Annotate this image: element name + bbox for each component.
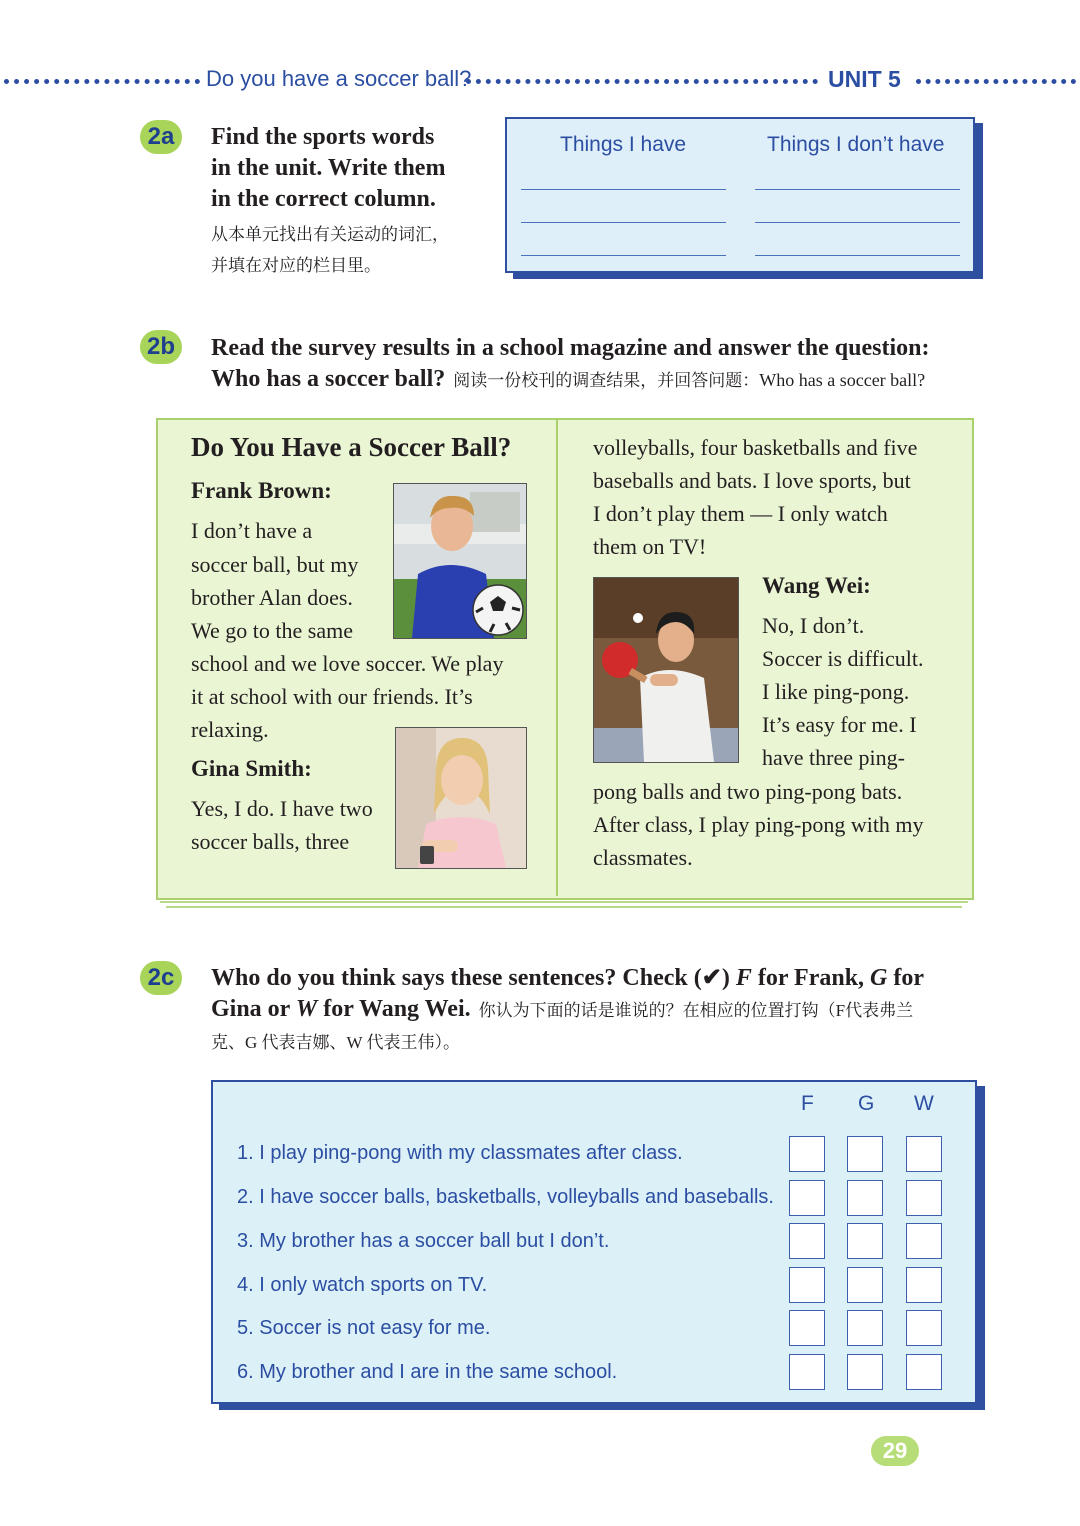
book-page-edge	[160, 901, 558, 903]
checkbox-1-g[interactable]	[847, 1136, 883, 1172]
checkbox-2-g[interactable]	[847, 1180, 883, 1216]
instr-2c-zh1: 你认为下面的话是谁说的？在相应的位置打钩（F代表弗兰	[478, 1001, 914, 1020]
frank-name: Frank Brown:	[191, 478, 332, 503]
checkbox-5-f[interactable]	[789, 1310, 825, 1346]
wang-line: pong balls and two ping-pong bats.	[593, 779, 903, 804]
gina-continued-line: I don’t play them — I only watch	[593, 501, 888, 526]
checkbox-4-g[interactable]	[847, 1267, 883, 1303]
instructions-2a	[211, 122, 491, 281]
instr-2a-zh1: 从本单元找出有关运动的词汇，	[211, 225, 449, 244]
book-page-edge	[166, 906, 558, 908]
instructions-2b	[211, 333, 1001, 397]
frank-line: school and we love soccer. We play	[191, 651, 504, 676]
checkbox-3-g[interactable]	[847, 1223, 883, 1259]
wang-line: It’s easy for me. I	[762, 712, 917, 737]
wang-line: Soccer is difficult.	[762, 646, 924, 671]
column-things-i-have: Things I have	[560, 133, 687, 156]
header-title: Do you have a soccer ball?	[206, 66, 472, 91]
write-line[interactable]	[521, 255, 726, 256]
instr-2a-line1: Find the sports words	[211, 124, 435, 150]
checkbox-2-f[interactable]	[789, 1180, 825, 1216]
instr-2c-letter-g: G	[870, 965, 888, 991]
write-line[interactable]	[521, 222, 726, 223]
wang-line: have three ping-	[762, 745, 905, 770]
instr-2c-part: for Frank,	[751, 965, 871, 991]
instr-2c-part: for Wang Wei.	[317, 996, 471, 1022]
article-title: Do You Have a Soccer Ball?	[191, 432, 512, 462]
wang-name: Wang Wei:	[762, 573, 871, 598]
frank-line: I don’t have a	[191, 518, 313, 543]
wang-line: classmates.	[593, 845, 693, 870]
gina-name: Gina Smith:	[191, 756, 312, 781]
header-dots-right	[916, 79, 1076, 84]
checkbox-6-w[interactable]	[906, 1354, 942, 1390]
sentence-6: 6. My brother and I are in the same school.	[237, 1361, 618, 1383]
checkbox-3-w[interactable]	[906, 1223, 942, 1259]
instr-2a-zh2: 并填在对应的栏目里。	[211, 256, 381, 275]
instr-2b-line1: Read the survey results in a school magazine and answer the question:	[211, 335, 930, 361]
book-spine	[556, 420, 558, 896]
column-g: G	[858, 1092, 875, 1115]
wang-line: No, I don’t.	[762, 613, 865, 638]
gina-photo	[395, 727, 527, 869]
write-line[interactable]	[755, 255, 960, 256]
instr-2c-part: Who do you think says these sentences? Check (✔)	[211, 965, 730, 991]
badge-2b: 2b	[140, 330, 182, 364]
instr-2c-zh2: 克、G 代表吉娜、W 代表王伟）。	[211, 1033, 461, 1052]
wang-line: I like ping-pong.	[762, 679, 910, 704]
book-page-edge	[558, 901, 968, 903]
sentence-2: 2. I have soccer balls, basketballs, volleyballs and baseballs.	[237, 1186, 774, 1208]
instr-2a-line3: in the correct column.	[211, 186, 436, 212]
checkbox-6-g[interactable]	[847, 1354, 883, 1390]
wang-photo	[593, 577, 739, 763]
sentence-3: 3. My brother has a soccer ball but I don’t.	[237, 1230, 610, 1252]
instr-2c-part: Gina or	[211, 996, 296, 1022]
badge-2c: 2c	[140, 961, 182, 995]
checkbox-2-w[interactable]	[906, 1180, 942, 1216]
write-line[interactable]	[755, 189, 960, 190]
checkbox-5-g[interactable]	[847, 1310, 883, 1346]
instr-2c-letter-w: W	[295, 996, 318, 1022]
checkbox-6-f[interactable]	[789, 1354, 825, 1390]
gina-line: soccer balls, three	[191, 829, 350, 854]
page-number: 29	[871, 1436, 919, 1466]
header-dots-middle	[466, 79, 818, 84]
frank-line: We go to the same	[191, 618, 353, 643]
sentence-1: 1. I play ping-pong with my classmates after class.	[237, 1142, 683, 1164]
write-line[interactable]	[755, 222, 960, 223]
checkbox-4-f[interactable]	[789, 1267, 825, 1303]
instr-2c-part: for	[887, 965, 925, 991]
write-line[interactable]	[521, 189, 726, 190]
gina-continued-line: them on TV!	[593, 534, 707, 559]
instr-2b-zh: 阅读一份校刊的调查结果，并回答问题：	[453, 371, 760, 390]
wang-line: After class, I play ping-pong with my	[593, 812, 924, 837]
instr-2a-line2: in the unit. Write them	[211, 155, 446, 181]
gina-line: Yes, I do. I have two	[191, 796, 373, 821]
sports-words-table	[505, 117, 975, 273]
badge-2a: 2a	[140, 120, 182, 154]
column-w: W	[914, 1092, 934, 1115]
frank-line: relaxing.	[191, 717, 269, 742]
book-page-edge	[558, 906, 962, 908]
header-unit: UNIT 5	[828, 66, 901, 92]
frank-line: soccer ball, but my	[191, 552, 359, 577]
header-dots-left	[4, 79, 200, 84]
checkbox-5-w[interactable]	[906, 1310, 942, 1346]
gina-continued-line: volleyballs, four basketballs and five	[593, 435, 918, 460]
checkbox-1-w[interactable]	[906, 1136, 942, 1172]
checkbox-1-f[interactable]	[789, 1136, 825, 1172]
checkbox-4-w[interactable]	[906, 1267, 942, 1303]
sentence-5: 5. Soccer is not easy for me.	[237, 1317, 491, 1339]
column-things-i-dont-have: Things I don’t have	[767, 133, 945, 156]
gina-continued-line: baseballs and bats. I love sports, but	[593, 468, 911, 493]
frank-line: it at school with our friends. It’s	[191, 684, 473, 709]
instructions-2c	[211, 963, 981, 1058]
column-f: F	[801, 1092, 814, 1115]
instr-2b-question-plain: Who has a soccer ball?	[759, 370, 926, 390]
frank-line: brother Alan does.	[191, 585, 353, 610]
instr-2b-question: Who has a soccer ball?	[211, 366, 446, 392]
instr-2c-letter-f: F	[735, 965, 752, 991]
frank-photo	[393, 483, 527, 639]
sentence-4: 4. I only watch sports on TV.	[237, 1274, 488, 1296]
checkbox-3-f[interactable]	[789, 1223, 825, 1259]
